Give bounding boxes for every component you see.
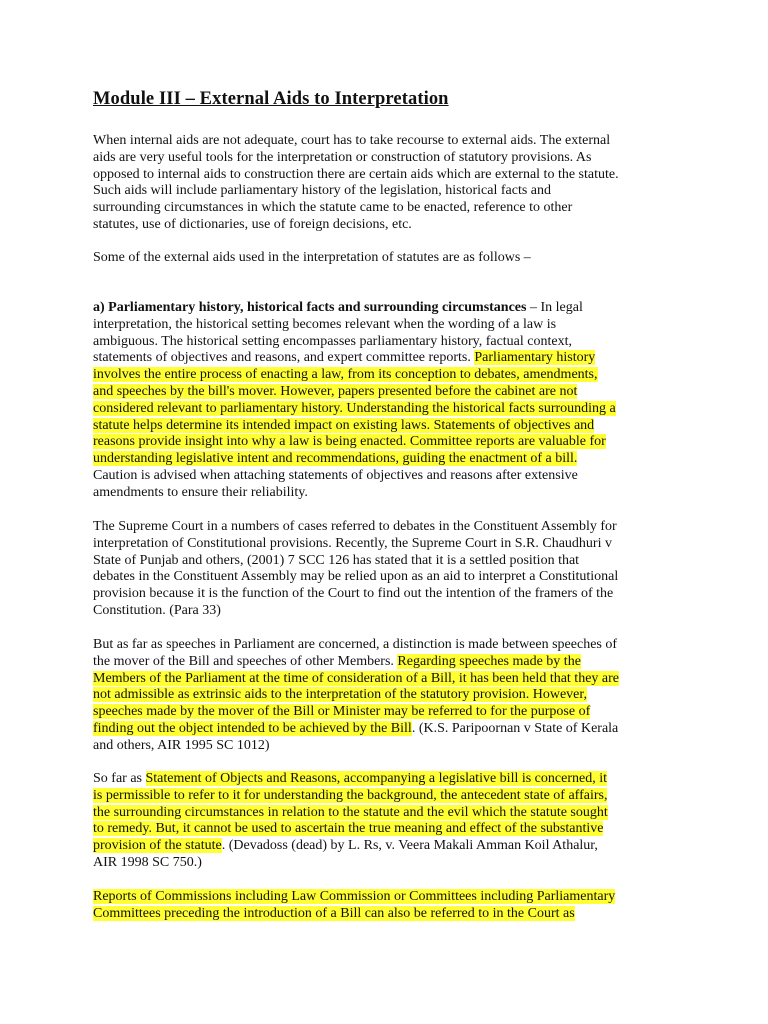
body-text: . (K.S. Paripoornan v State of Kerala [411,720,619,736]
body-text: amendments to ensure their reliability. [93,484,308,500]
text-line [93,401,683,418]
text-line [93,671,683,688]
text-line [93,350,683,367]
body-text: statements of objectives and reasons, and expert committee reports. [93,350,475,366]
text-line [93,519,683,536]
text-line [93,183,683,200]
body-text: surrounding circumstances in which the statute came to be enacted, reference to other [93,200,573,216]
body-text: Such aids will include parliamentary history of the legislation, historical facts and [93,183,551,199]
highlighted-text: Members of the Parliament at the time of consideration of a Bill, it has been held that they are [93,670,620,686]
text-line [93,687,683,704]
body-text: the mover of the Bill and speeches of other Members. [93,653,398,669]
highlighted-text: not admissible as extrinsic aids to the interpretation of the statutory provision. [93,687,530,703]
text-line [93,553,683,570]
text-line [93,821,683,838]
body-text: . (Devadoss (dead) by L. Rs, v. Veera Makali Amman Koil Athalur, [221,838,598,854]
text-line [93,603,683,620]
body-text: provision because it is the function of the Court to find out the intention of the framers of the [93,586,614,602]
text-line [93,451,683,468]
text-line [93,485,683,502]
paragraph-speeches-in-parliament [93,637,683,755]
body-text: State of Punjab and others, (2001) 7 SCC 126 has stated that it is a settled position that [93,552,580,568]
text-line [93,838,683,855]
body-text: Caution is advised when attaching statements of objectives and reasons after extensive [93,467,578,483]
text-line [93,434,683,451]
text-line [93,569,683,586]
text-line [93,805,683,822]
body-text: opposed to internal aids to construction there are certain aids which are external to the statute. [93,166,619,182]
text-line [93,738,683,755]
text-line [93,586,683,603]
text-line [93,317,683,334]
highlighted-text: understanding legislative intent and recommendations, guiding the enactment of a bill. [93,451,578,467]
highlighted-text: finding out the object intended to be achieved by the Bill [93,720,412,736]
body-text: statutes, use of dictionaries, use of foreign decisions, etc. [93,216,412,232]
body-text: So far as [93,771,146,786]
highlighted-text: and speeches by the bill's mover. However, papers presented before the cabinet are not [93,383,578,399]
body-text: interpretation, the historical setting becomes relevant when the wording of a law is [93,316,557,332]
text-line [93,133,683,150]
text-line [93,217,683,234]
paragraph-statement-of-objects [93,771,683,872]
text-line [93,906,683,923]
text-line [93,637,683,654]
text-line [93,200,683,217]
text-line [93,300,683,317]
text-line [93,250,683,267]
text-line [93,384,683,401]
text-line [93,418,683,435]
text-line [93,721,683,738]
body-text: But as far as speeches in Parliament are concerned, a distinction is made between speeches of [93,637,618,652]
highlighted-text: However, [529,687,587,703]
body-text: Some of the external aids used in the interpretation of statutes are as follows – [93,250,531,265]
highlighted-text: Reports of Commissions including Law Commission or Committees including Parliamentary [93,889,616,904]
paragraph-parliamentary-history [93,300,683,502]
highlighted-text: Committees preceding the introduction of a Bill can also be referred to in the Court as [93,905,575,921]
highlighted-text: the surrounding circumstances in relation to the statute and the evil which the statute sought [93,804,608,820]
highlighted-text: Regarding speeches made by the [397,653,581,669]
text-line [93,334,683,351]
highlighted-text: to remedy. But, it cannot be used to ascertain the true meaning and effect of the substantive [93,821,604,837]
body-text: The Supreme Court in a numbers of cases referred to debates in the Constituent Assembly for [93,519,617,534]
text-line [93,536,683,553]
text-line [93,704,683,721]
highlighted-text: Statement of Objects and Reasons, accompanying a legislative bill is concerned, it [145,771,607,786]
highlighted-text: Parliamentary history [474,350,596,366]
highlighted-text: speeches made by the mover of the Bill or Minister may be referred to for the purpose of [93,704,591,720]
highlighted-text: statute helps determine its intended impact on existing laws. Statements of objectives and [93,417,595,433]
body-text: aids are very useful tools for the interpretation or construction of statutory provisions. As [93,149,592,165]
text-line [93,654,683,671]
body-text: interpretation of Constitutional provisions. Recently, the Supreme Court in S.R. Chaudhuri v [93,535,612,551]
body-text: Constitution. (Para 33) [93,602,221,618]
bold-heading-text: a) Parliamentary history, historical facts and surrounding circumstances [93,300,527,315]
highlighted-text: provision of the statute [93,838,222,854]
page-title: Module III – External Aids to Interpretation [93,89,449,109]
highlighted-text: involves the entire process of enacting a law, from its conception to debates, amendments, [93,367,598,383]
body-text: When internal aids are not adequate, court has to take recourse to external aids. The external [93,133,611,148]
text-line [93,468,683,485]
text-line [93,855,683,872]
body-text: AIR 1998 SC 750.) [93,854,202,870]
paragraph-list-lead [93,250,683,267]
body-text: debates in the Constituent Assembly may be relied upon as an aid to interpret a Constitutional [93,569,619,585]
highlighted-text: reasons provide insight into why a law is being enacted. Committee reports are valuable for [93,434,606,450]
text-line [93,367,683,384]
text-line [93,771,683,788]
body-text: – In legal [526,300,583,315]
text-line [93,889,683,906]
paragraph-constituent-assembly [93,519,683,620]
text-line [93,167,683,184]
highlighted-text: is permissible to refer to it for understanding the background, the antecedent state of affairs, [93,787,608,803]
highlighted-text: considered relevant to parliamentary history. Understanding the historical facts surrounding a [93,400,616,416]
text-line [93,788,683,805]
body-text: and others, AIR 1995 SC 1012) [93,737,270,753]
body-text: ambiguous. The historical setting encompasses parliamentary history, factual context, [93,333,572,349]
paragraph-commission-reports [93,889,683,923]
paragraph-intro [93,133,683,234]
text-line [93,150,683,167]
